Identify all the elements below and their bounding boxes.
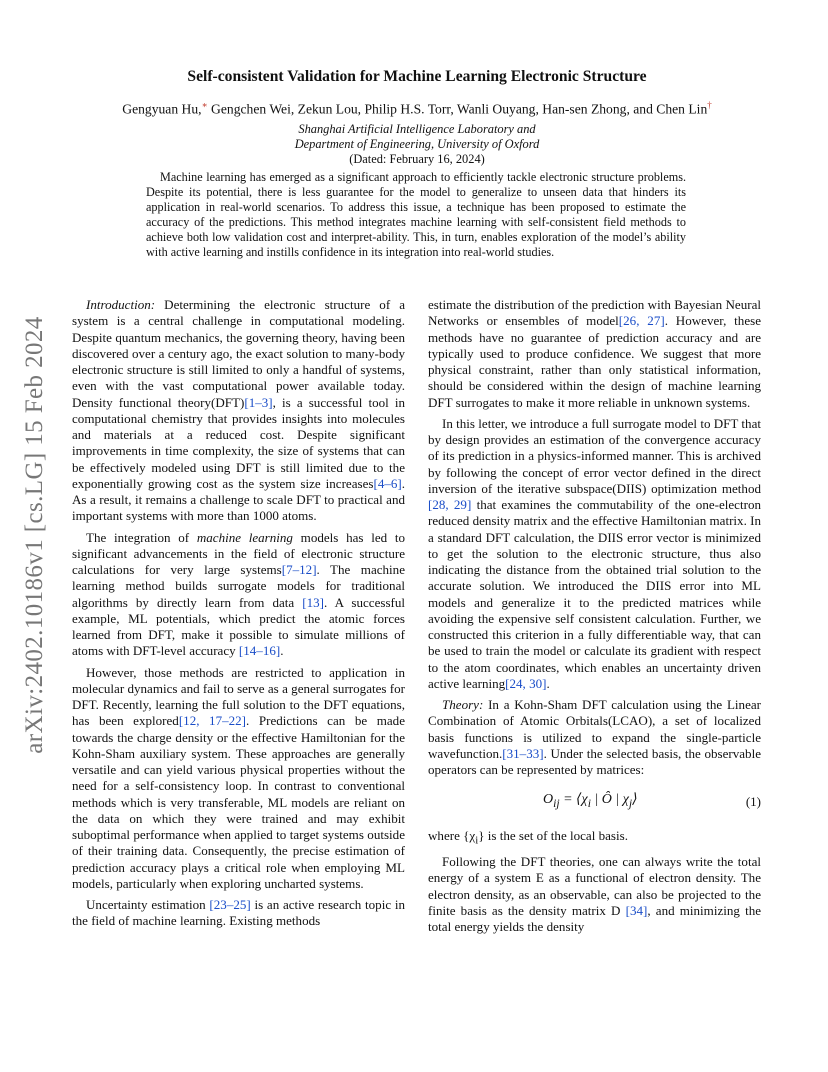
right-column xyxy=(428,297,761,940)
citation-link[interactable]: [7–12] xyxy=(281,562,317,577)
text: . xyxy=(280,643,284,659)
text: models has led to significant advancements in the field of electronic structure calculations for very large systems xyxy=(72,529,405,577)
paragraph xyxy=(428,828,761,849)
text: estimate the distribution of the prediction with Bayesian Neural Networks or ensembles of model xyxy=(428,297,761,329)
text: The integration of xyxy=(86,529,197,545)
section-runin-heading: Introduction: xyxy=(86,297,156,312)
section-runin-heading: Theory: xyxy=(442,697,484,712)
paragraph xyxy=(72,530,405,660)
eq-symbol: = ⟨χ xyxy=(559,792,588,808)
text: where {χ xyxy=(428,828,476,844)
paragraph xyxy=(428,854,761,935)
text: Uncertainty estimation xyxy=(86,897,210,912)
citation-link[interactable]: [28, 29] xyxy=(428,497,472,512)
author-footnote-mark[interactable]: ∗ xyxy=(201,100,208,110)
text: is an active research topic in the field of machine learning. Existing methods xyxy=(72,897,406,929)
citation-link[interactable]: [12, 17–22] xyxy=(178,713,247,729)
text: . However, these methods have no guarantee of prediction accuracy and are typically used to produce confidence. We suggest that more physical constraint, rather than only statistical information, should be considered within the design of machine learning DFT surrogates to make it more reliable in unknown systems. xyxy=(428,313,761,410)
citation-link[interactable]: [23–25] xyxy=(209,897,251,912)
author-footnote-mark[interactable]: † xyxy=(707,100,712,110)
eq-subscript: ij xyxy=(553,797,560,811)
text: Determining the electronic structure of a system is a central challenge in computational modeling. Despite quantum mechanics, the governing theory, having been discovered over a century ago, the exact solution to many-body electronic structure is still limited to only a handful of systems, even with the vast computational power available today. Density functional theory(DFT) xyxy=(72,297,405,410)
eq-symbol: O xyxy=(543,792,554,808)
paragraph xyxy=(428,297,761,411)
text: . xyxy=(546,675,550,691)
text: . Under the selected basis, the observable operators can be represented by matrices: xyxy=(428,745,761,777)
text: However, those methods are restricted to application in molecular dynamics and fail to serve as a general surrogates for DFT. Recently, learning the full solution to the DFT equations, has been explored xyxy=(72,664,405,729)
paragraph xyxy=(72,665,405,893)
equation-body xyxy=(543,792,638,812)
eq-symbol: | Ô | χ xyxy=(590,792,629,808)
text: . The machine learning method builds surrogate models for traditional algorithms by directly learn from data xyxy=(72,562,405,610)
affiliation xyxy=(80,122,754,152)
author-list xyxy=(80,100,754,118)
text: that examines the commutability of the one-electron reduced density matrix and the effective Hamiltonian matrix. In a standard DFT calculation, the DIIS error vector is minimized to get the solution to the electronic structure, thus also indicating the distance from the obtained trial solution to the accurate solution. We introduced the DIIS error into ML models and generalize it to the predicted matrices while avoiding the expensive self consistent calculation. Further, we constructed this criterion in a fully differentiable way, that can be used to train the model or calculate its gradient with respect to the atom coordinates, which enables an uncertainty driven active learning xyxy=(428,497,761,691)
text: } is the set of the local basis. xyxy=(478,828,628,844)
text: . Predictions can be made towards the charge density or the effective Hamiltonian for the Kohn-Sham auxiliary system. These approaches are generally versatile and can yield various physical properties without the need for a self-consistency loop. In contrast to conventional methods which is very transferable, ML models are reliant on the data on which they were trained and may exhibit suboptimal performance when applied to target systems outside of their training data. Consequently, the precise estimation of prediction accuracy plays a critical role when employing ML models, particularly when exploring uncharted systems. xyxy=(72,713,405,891)
text: Following the DFT theories, one can always write the total energy of a system E as a functional of electron density. The electron density, as an observable, can also be projected to the finite basis as the density matrix D xyxy=(428,854,761,918)
text: In a Kohn-Sham DFT calculation using the Linear Combination of Atomic Orbitals(LCAO), a set of localized basis functions is utilized to expand the single-particle wavefunction. xyxy=(428,697,761,761)
citation-link[interactable]: [4–6] xyxy=(373,475,402,491)
text: , and minimizing the total energy yields the density xyxy=(428,902,762,935)
citation-link[interactable]: [26, 27] xyxy=(618,313,665,329)
left-column xyxy=(72,297,405,935)
eq-subscript: i xyxy=(587,797,591,811)
paper-header xyxy=(80,68,754,167)
citation-link[interactable]: [34] xyxy=(625,902,648,918)
text: . A successful example, ML potentials, which predict the atomic forces learned from DFT, make it possible to simulate millions of atoms with DFT-level accuracy xyxy=(72,594,406,659)
citation-link[interactable]: [1–3] xyxy=(244,394,273,410)
eq-subscript: j xyxy=(628,797,633,811)
affiliation-line: Department of Engineering, University of Oxford xyxy=(294,136,540,151)
subscript: i xyxy=(475,834,479,847)
author-rest: Gengchen Wei, Zekun Lou, Philip H.S. Torr, Wanli Ouyang, Han-sen Zhong, and Chen Lin xyxy=(207,101,708,117)
emphasis: machine learning xyxy=(196,529,293,545)
date-line: (Dated: February 16, 2024) xyxy=(349,151,485,166)
paragraph-introduction xyxy=(72,297,405,525)
author-first: Gengyuan Hu, xyxy=(122,101,202,117)
paragraph xyxy=(72,897,405,930)
citation-link[interactable]: [31–33] xyxy=(502,745,544,761)
arxiv-identifier: arXiv:2402.10186v1 [cs.LG] 15 Feb 2024 xyxy=(21,316,48,754)
text: In this letter, we introduce a full surrogate model to DFT that by design provides an estimation of the convergence accuracy of its prediction in a physics-informed manner. This is archived by following the concept of error vector defined in the direct inversion of the iterative subspace(DIIS) optimization method xyxy=(428,415,761,496)
text: . As a result, it remains a challenge to scale DFT to practical and important systems with more than 1000 atoms. xyxy=(72,475,405,524)
abstract: Machine learning has emerged as a significant approach to efficiently tackle electronic structure problems. Despite its potential, there is less guarantee for the model to generalize to unseen data that hinders its application in real-world scenarios. To address this issue, a technique has been proposed to estimate the accuracy of the predictions. This method integrates machine learning with self-consistent field methods to achieve both low validation cost and interpret-ability. This, in turn, enables exploration of the model’s ability with active learning and instills confidence in its integration into real-world studies. xyxy=(146,170,686,260)
citation-link[interactable]: [14–16] xyxy=(238,643,281,659)
paper-title: Self-consistent Validation for Machine Learning Electronic Structure xyxy=(187,68,647,85)
affiliation-line: Shanghai Artificial Intelligence Laboratory and xyxy=(298,121,536,136)
citation-link[interactable]: [24, 30] xyxy=(505,675,547,691)
paragraph xyxy=(428,416,761,692)
equation-1 xyxy=(428,786,761,822)
paragraph-theory xyxy=(428,697,761,778)
citation-link[interactable]: [13] xyxy=(302,594,325,610)
text: , is a successful tool in computational chemistry that provides insights into molecules and materials at a reduced cost. Despite significant improvements in time complexity, the size of systems that can be effectively modeled using DFT is still limited due to the exponentially growing cost as the system size increases xyxy=(72,394,405,491)
eq-symbol: ⟩ xyxy=(632,792,638,808)
equation-number: (1) xyxy=(745,794,761,810)
